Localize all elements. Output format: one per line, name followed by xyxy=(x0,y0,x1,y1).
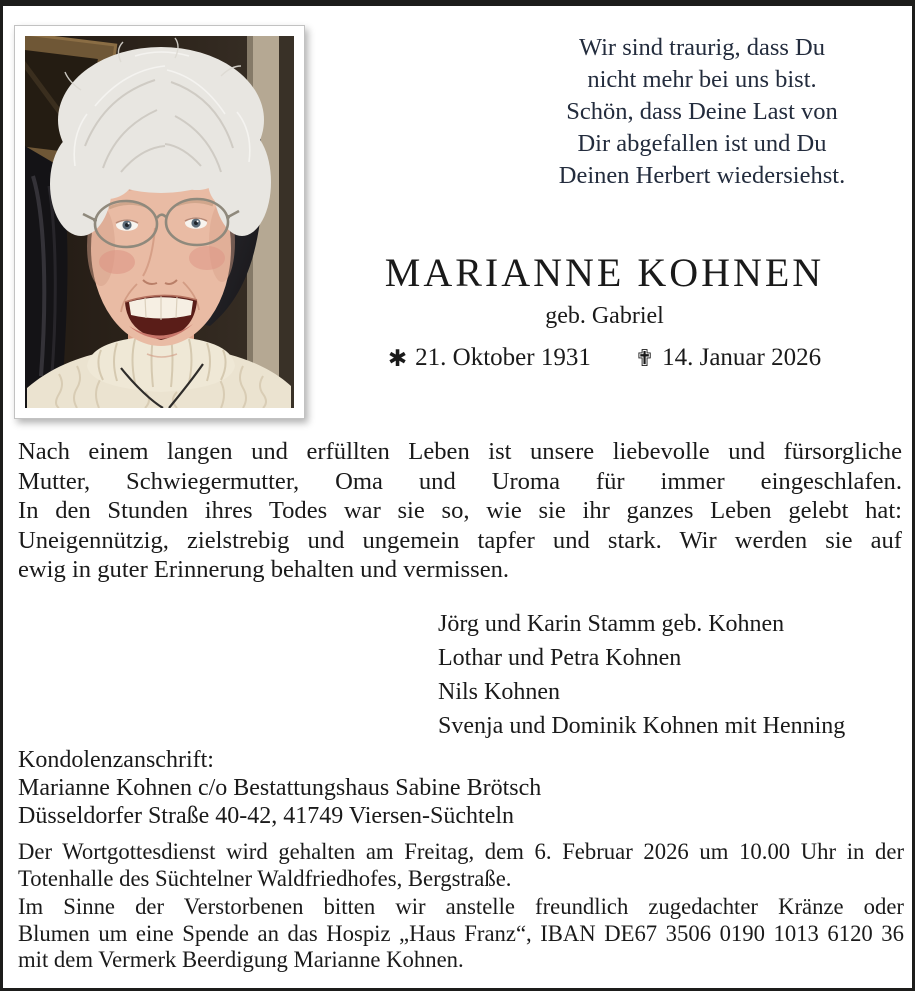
condolence-lines xyxy=(18,774,541,830)
poem-line: Schön, dass Deine Last von xyxy=(566,98,838,125)
poem-line: Dir abgefallen ist und Du xyxy=(577,130,827,157)
obituary-line: Nach einem langen und erfüllten Leben ist unsere liebevolle und fürsorgliche xyxy=(18,438,902,465)
mourner-name: Lothar und Petra Kohnen xyxy=(438,645,682,671)
memorial-poem xyxy=(537,32,867,192)
maiden-name: geb. Gabriel xyxy=(545,303,664,329)
condolence-address xyxy=(18,746,541,830)
donation-paragraph xyxy=(18,894,904,974)
death-cross-icon: ✟ xyxy=(634,346,655,372)
birth-date-group xyxy=(388,344,591,372)
mourner-name: Svenja und Dominik Kohnen mit Henning xyxy=(438,713,846,739)
donation-line: Blumen um eine Spende an das Hospiz „Haus Franz“, IBAN DE67 3506 0190 1013 6120 36 xyxy=(18,920,904,946)
mourner-name: Jörg und Karin Stamm geb. Kohnen xyxy=(438,611,785,637)
poem-line: Wir sind traurig, dass Du xyxy=(578,34,826,61)
obituary-line: Mutter, Schwiegermutter, Oma und Uroma für immer eingeschlafen. xyxy=(18,467,902,495)
poem-line: Deinen Herbert wiedersiehst. xyxy=(558,162,846,189)
condolence-line: Düsseldorfer Straße 40-42, 41749 Viersen-Süchteln xyxy=(18,803,515,829)
donation-line: mit dem Vermerk Beerdigung Marianne Kohnen. xyxy=(18,947,464,973)
mourners-list xyxy=(438,607,845,743)
service-information xyxy=(18,839,904,976)
obituary-line: Uneigennützig, zielstrebig und ungemein tapfer und stark. Wir werden sie auf xyxy=(18,526,902,554)
donation-line: Im Sinne der Verstorbenen bitten wir anstelle freundlich zugedachter Kränze oder xyxy=(18,894,904,920)
service-line: Der Wortgottesdienst wird gehalten am Freitag, dem 6. Februar 2026 um 10.00 Uhr in der xyxy=(18,839,904,864)
obituary-line: In den Stunden ihres Todes war sie so, wie sie ihr ganzes Leben gelebt hat: xyxy=(18,497,902,524)
obituary-text xyxy=(18,437,902,585)
birth-date: 21. Oktober 1931 xyxy=(415,344,591,371)
service-paragraph xyxy=(18,839,904,892)
birth-star-icon: ✱ xyxy=(387,346,408,372)
mourner-name: Nils Kohnen xyxy=(438,679,560,705)
portrait-photo-illustration xyxy=(25,36,294,408)
poem-line: nicht mehr bei uns bist. xyxy=(587,66,817,93)
condolence-line: Marianne Kohnen c/o Bestattungshaus Sabine Brötsch xyxy=(18,775,542,801)
portrait-photo xyxy=(14,25,305,419)
obituary-line: ewig in guter Erinnerung behalten und vermissen. xyxy=(18,556,510,583)
service-line: Totenhalle des Süchtelner Waldfriedhofes, Bergstraße. xyxy=(18,865,512,891)
deceased-name: MARIANNE KOHNEN xyxy=(384,250,825,295)
condolence-heading: Kondolenzanschrift: xyxy=(18,747,214,773)
death-date: 14. Januar 2026 xyxy=(662,344,822,371)
life-dates xyxy=(305,344,904,372)
death-date-group xyxy=(635,344,821,372)
